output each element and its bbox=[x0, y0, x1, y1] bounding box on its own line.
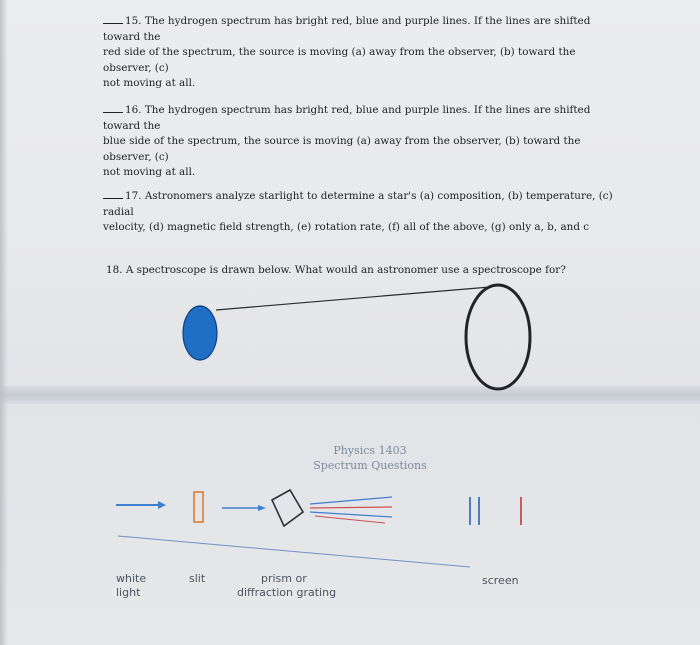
prism-shape bbox=[272, 490, 303, 526]
arrow-head bbox=[158, 501, 166, 509]
question-text: The hydrogen spectrum has bright red, blue and purple lines. If the lines are shifted toward the bbox=[103, 104, 591, 132]
dispersed-ray bbox=[310, 497, 392, 504]
beam-arrow-head bbox=[258, 505, 266, 511]
question-16-line-3: not moving at all. bbox=[103, 166, 196, 178]
question-15-line-3: not moving at all. bbox=[103, 77, 196, 89]
long-line bbox=[216, 287, 490, 310]
prism-label bbox=[237, 572, 336, 600]
question-number: 15. bbox=[125, 15, 142, 27]
open-oval-shape bbox=[466, 285, 530, 389]
question-text: The hydrogen spectrum has bright red, blue and purple lines. If the lines are shifted toward the bbox=[103, 15, 591, 43]
base-line bbox=[118, 536, 470, 567]
dispersed-ray bbox=[315, 516, 385, 523]
label-line: light bbox=[116, 586, 141, 599]
question-17-line-2: velocity, (d) magnetic field strength, (e) rotation rate, (f) all of the above, (g) only a, b, and c bbox=[103, 221, 590, 233]
white-light-label bbox=[116, 572, 146, 600]
label-line: white bbox=[116, 572, 147, 585]
question-text: Astronomers analyze starlight to determine a star's (a) composition, (b) temperature, (c) radial bbox=[103, 190, 613, 218]
course-stamp-line-2: Spectrum Questions bbox=[313, 459, 427, 472]
question-18: 18. A spectroscope is drawn below. What would an astronomer use a spectroscope for? bbox=[106, 264, 566, 276]
slit-shape bbox=[194, 492, 203, 522]
question-15-line-2: red side of the spectrum, the source is moving (a) away from the observer, (b) toward the observer, (c) bbox=[103, 46, 576, 74]
blue-oval-shape bbox=[183, 306, 217, 360]
label-line: diffraction grating bbox=[237, 586, 337, 599]
question-16-line-2: blue side of the spectrum, the source is moving (a) away from the observer, (b) toward the observer, (c) bbox=[103, 135, 581, 163]
question-number: 17. bbox=[125, 190, 142, 202]
dispersed-ray bbox=[310, 507, 392, 508]
course-stamp-line-1: Physics 1403 bbox=[333, 444, 407, 457]
question-number: 16. bbox=[125, 104, 142, 116]
screen-label: screen bbox=[482, 574, 519, 587]
slit-label: slit bbox=[189, 572, 206, 585]
label-line: prism or bbox=[261, 572, 307, 585]
